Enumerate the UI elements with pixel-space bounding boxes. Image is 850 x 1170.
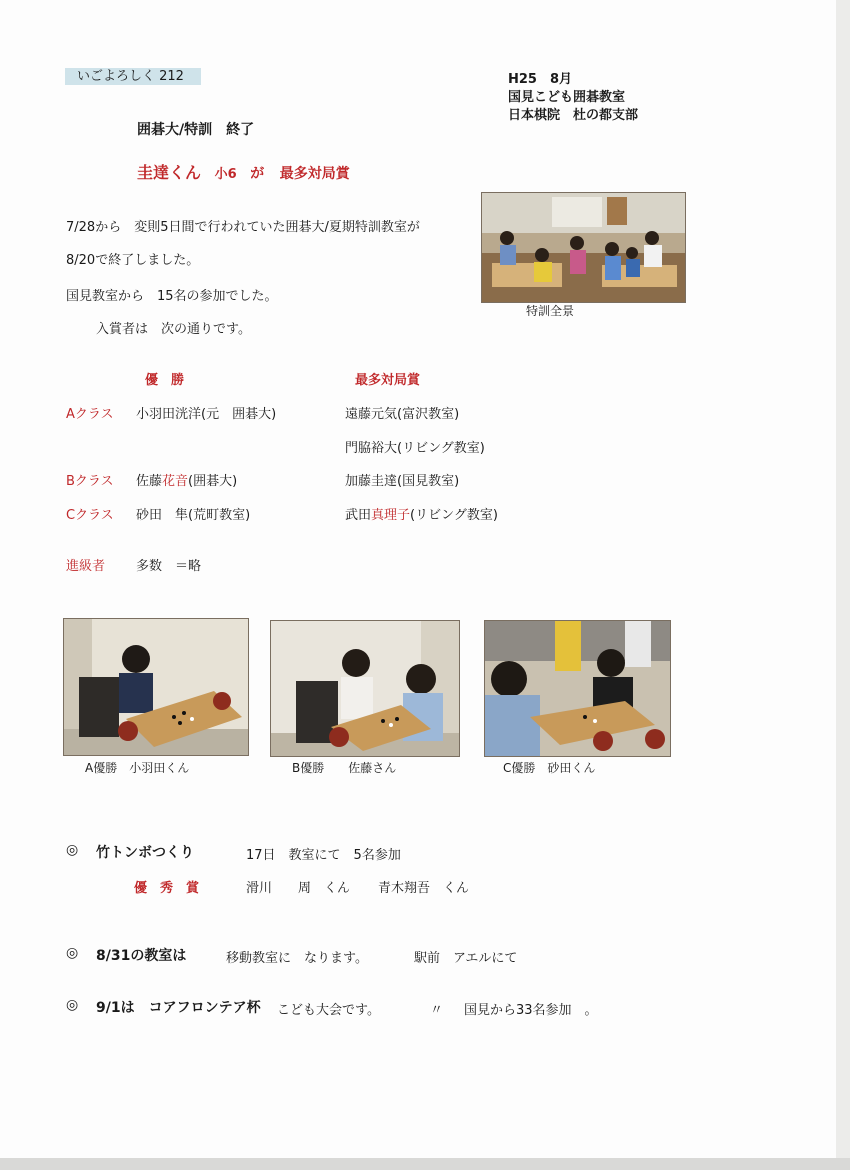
award-name-1: 滑川 周 くん [246,881,351,896]
row-a2-most: 門脇裕大(リビング教室) [345,441,485,456]
event-0831-place: 駅前 アエルにて [414,951,518,966]
row-a-winner: 小羽田洸洋(元 囲碁大) [136,407,277,422]
intro-line-3: 国見教室から 15名の参加でした。 [66,289,278,304]
overview-photo [481,192,686,303]
row-b-most: 加藤圭達(国見教室) [345,474,460,489]
winner-c-photo [484,620,671,757]
row-b-class: Bクラス [66,474,114,489]
headline-subtitle: 囲碁大/特訓 終了 [137,122,255,138]
headline-title-award: 最多対局賞 [279,166,350,182]
row-a-most: 遠藤元気(富沢教室) [345,407,460,422]
intro-line-1: 7/28から 変則5日間で行われていた囲碁大/夏期特訓教室が [66,220,420,235]
event-0831-title: 8/31の教室は [96,948,187,964]
winner-c-caption: C優勝 砂田くん [503,761,596,775]
event-0831-mark: ◎ [66,945,79,961]
winner-b-caption: B優勝 佐藤さん [292,761,397,775]
row-b-winner [136,470,237,489]
event-bamboo-title: 竹トンボつくり [96,845,194,861]
event-0901-mark: ◎ [66,997,79,1013]
row-c-most-affil: (リビング教室) [410,508,498,523]
winner-a-photo [63,618,249,756]
series-tag: いごよろしく 212 [65,68,201,85]
event-0901-count: 国見から33名参加 。 [464,1003,598,1018]
row-b-winner-given: 花音 [162,474,189,489]
header-org-classroom: 国見こども囲碁教室 [508,90,626,105]
event-bamboo-mark: ◎ [66,842,79,858]
overview-caption: 特訓全景 [526,304,575,318]
event-0901-detail: こども大会です。 [277,1003,380,1018]
winner-a-caption: A優勝 小羽田くん [85,761,190,775]
row-b-winner-affil: (囲碁大) [188,474,238,489]
row-c-most-surname: 武田 [345,508,372,523]
award-name-2: 青木翔吾 くん [378,881,470,896]
col-header-most-games: 最多対局賞 [355,373,421,388]
event-0901-title: 9/1は コアフロンテア杯 [96,1000,261,1016]
headline-title-name: 圭達くん [137,163,202,182]
headline-title-grade: 小6 [214,167,237,182]
event-bamboo-detail: 17日 教室にて 5名参加 [246,848,401,863]
col-header-winner: 優 勝 [145,373,185,388]
intro-line-2: 8/20で終了しました。 [66,253,200,268]
row-a-class: Aクラス [66,407,114,422]
header-org-branch: 日本棋院 杜の都支部 [508,108,639,123]
header-date: H25 8月 [508,72,573,87]
row-b-winner-surname: 佐藤 [136,474,163,489]
event-0901-ditto: 〃 [430,1003,444,1018]
headline-title [137,160,350,183]
event-0831-detail: 移動教室に なります。 [226,951,368,966]
row-c-most-given: 真理子 [371,508,411,523]
scan-edge-right [836,0,850,1170]
winner-b-photo [270,620,460,757]
scan-edge-bottom [0,1158,850,1170]
row-c-most [345,504,498,523]
intro-line-4: 入賞者は 次の通りです。 [96,322,251,337]
row-c-class: Cクラス [66,508,114,523]
award-label: 優 秀 賞 [134,881,200,896]
promoted-label: 進級者 [66,559,106,574]
promoted-value: 多数 ＝略 [136,559,202,574]
row-c-winner: 砂田 隼(荒町教室) [136,508,251,523]
headline-title-ga: が [250,166,265,182]
